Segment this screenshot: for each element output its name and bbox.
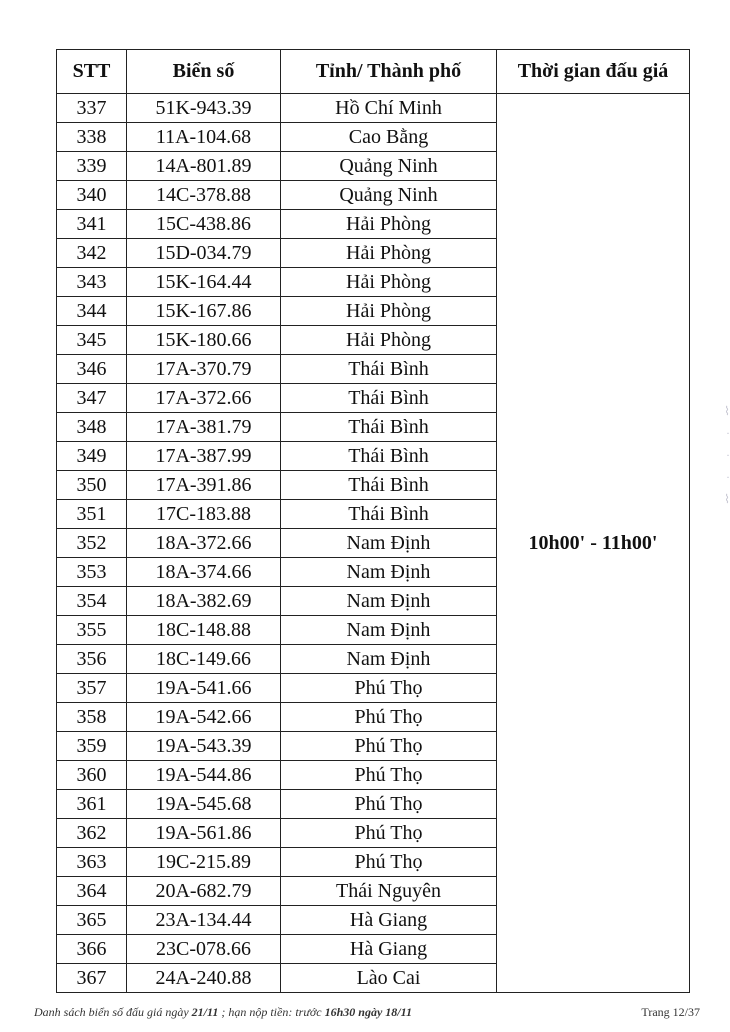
footer-deadline: 16h30 ngày 18/11 bbox=[324, 1005, 412, 1019]
cell-province: Thái Bình bbox=[281, 384, 497, 413]
cell-province: Quảng Ninh bbox=[281, 152, 497, 181]
cell-stt: 337 bbox=[57, 94, 127, 123]
cell-stt: 362 bbox=[57, 819, 127, 848]
cell-province: Phú Thọ bbox=[281, 703, 497, 732]
cell-province: Thái Bình bbox=[281, 500, 497, 529]
cell-province: Hồ Chí Minh bbox=[281, 94, 497, 123]
cell-plate-number: 23C-078.66 bbox=[127, 935, 281, 964]
page-number: Trang 12/37 bbox=[641, 1005, 700, 1019]
footer-note-middle: ; hạn nộp tiền: trước bbox=[218, 1005, 325, 1019]
cell-plate-number: 14A-801.89 bbox=[127, 152, 281, 181]
cell-plate-number: 18A-374.66 bbox=[127, 558, 281, 587]
cell-stt: 344 bbox=[57, 297, 127, 326]
cell-stt: 349 bbox=[57, 442, 127, 471]
table-header-row bbox=[57, 50, 690, 94]
table-body bbox=[57, 94, 690, 993]
cell-stt: 355 bbox=[57, 616, 127, 645]
cell-plate-number: 19A-542.66 bbox=[127, 703, 281, 732]
cell-province: Phú Thọ bbox=[281, 790, 497, 819]
cell-plate-number: 11A-104.68 bbox=[127, 123, 281, 152]
cell-stt: 340 bbox=[57, 181, 127, 210]
header-auction-time: Thời gian đấu giá bbox=[497, 50, 690, 94]
cell-plate-number: 19A-543.39 bbox=[127, 732, 281, 761]
cell-province: Phú Thọ bbox=[281, 819, 497, 848]
cell-plate-number: 19A-545.68 bbox=[127, 790, 281, 819]
cell-stt: 363 bbox=[57, 848, 127, 877]
cell-province: Thái Nguyên bbox=[281, 877, 497, 906]
cell-stt: 350 bbox=[57, 471, 127, 500]
cell-plate-number: 15C-438.86 bbox=[127, 210, 281, 239]
cell-province: Thái Bình bbox=[281, 355, 497, 384]
cell-province: Phú Thọ bbox=[281, 761, 497, 790]
cell-stt: 352 bbox=[57, 529, 127, 558]
cell-plate-number: 17A-381.79 bbox=[127, 413, 281, 442]
cell-plate-number: 23A-134.44 bbox=[127, 906, 281, 935]
cell-province: Phú Thọ bbox=[281, 732, 497, 761]
cell-stt: 357 bbox=[57, 674, 127, 703]
cell-province: Hải Phòng bbox=[281, 210, 497, 239]
cell-plate-number: 17C-183.88 bbox=[127, 500, 281, 529]
cell-stt: 367 bbox=[57, 964, 127, 993]
cell-stt: 366 bbox=[57, 935, 127, 964]
cell-auction-time: 10h00' - 11h00' bbox=[497, 94, 690, 993]
cell-stt: 342 bbox=[57, 239, 127, 268]
cell-plate-number: 19A-561.86 bbox=[127, 819, 281, 848]
cell-province: Hải Phòng bbox=[281, 326, 497, 355]
cell-stt: 347 bbox=[57, 384, 127, 413]
cell-province: Hải Phòng bbox=[281, 239, 497, 268]
cell-province: Lào Cai bbox=[281, 964, 497, 993]
cell-stt: 359 bbox=[57, 732, 127, 761]
cell-province: Hà Giang bbox=[281, 935, 497, 964]
cell-plate-number: 18C-148.88 bbox=[127, 616, 281, 645]
cell-province: Nam Định bbox=[281, 529, 497, 558]
cell-stt: 345 bbox=[57, 326, 127, 355]
cell-province: Nam Định bbox=[281, 616, 497, 645]
cell-stt: 339 bbox=[57, 152, 127, 181]
cell-stt: 354 bbox=[57, 587, 127, 616]
cell-plate-number: 17A-370.79 bbox=[127, 355, 281, 384]
cell-stt: 365 bbox=[57, 906, 127, 935]
cell-stt: 338 bbox=[57, 123, 127, 152]
header-province: Tỉnh/ Thành phố bbox=[281, 50, 497, 94]
cell-plate-number: 15K-164.44 bbox=[127, 268, 281, 297]
cell-plate-number: 18A-372.66 bbox=[127, 529, 281, 558]
header-plate-number: Biển số bbox=[127, 50, 281, 94]
auction-plates-table bbox=[56, 49, 690, 993]
cell-stt: 364 bbox=[57, 877, 127, 906]
footer-note bbox=[34, 1005, 412, 1020]
cell-plate-number: 18C-149.66 bbox=[127, 645, 281, 674]
cell-plate-number: 17A-387.99 bbox=[127, 442, 281, 471]
cell-province: Thái Bình bbox=[281, 442, 497, 471]
cell-plate-number: 19C-215.89 bbox=[127, 848, 281, 877]
cell-province: Quảng Ninh bbox=[281, 181, 497, 210]
cell-province: Phú Thọ bbox=[281, 848, 497, 877]
cell-province: Hải Phòng bbox=[281, 268, 497, 297]
cell-plate-number: 17A-391.86 bbox=[127, 471, 281, 500]
cell-stt: 360 bbox=[57, 761, 127, 790]
cell-plate-number: 18A-382.69 bbox=[127, 587, 281, 616]
cell-plate-number: 19A-541.66 bbox=[127, 674, 281, 703]
cell-stt: 341 bbox=[57, 210, 127, 239]
cell-province: Thái Bình bbox=[281, 471, 497, 500]
cell-plate-number: 19A-544.86 bbox=[127, 761, 281, 790]
cell-province: Thái Bình bbox=[281, 413, 497, 442]
cell-province: Nam Định bbox=[281, 645, 497, 674]
cell-stt: 346 bbox=[57, 355, 127, 384]
cell-stt: 348 bbox=[57, 413, 127, 442]
header-stt: STT bbox=[57, 50, 127, 94]
cell-stt: 361 bbox=[57, 790, 127, 819]
table-row bbox=[57, 94, 690, 123]
cell-plate-number: 20A-682.79 bbox=[127, 877, 281, 906]
cell-province: Phú Thọ bbox=[281, 674, 497, 703]
cell-stt: 356 bbox=[57, 645, 127, 674]
cell-plate-number: 15D-034.79 bbox=[127, 239, 281, 268]
cell-plate-number: 15K-167.86 bbox=[127, 297, 281, 326]
cell-province: Nam Định bbox=[281, 587, 497, 616]
cell-plate-number: 15K-180.66 bbox=[127, 326, 281, 355]
footer-auction-date: 21/11 bbox=[191, 1005, 219, 1019]
cell-stt: 343 bbox=[57, 268, 127, 297]
cell-province: Nam Định bbox=[281, 558, 497, 587]
cell-plate-number: 14C-378.88 bbox=[127, 181, 281, 210]
cell-plate-number: 24A-240.88 bbox=[127, 964, 281, 993]
cell-plate-number: 17A-372.66 bbox=[127, 384, 281, 413]
page-footer bbox=[34, 1005, 700, 1023]
cell-plate-number: 51K-943.39 bbox=[127, 94, 281, 123]
stamp-mark: ⌇ · · · ⌇ bbox=[724, 404, 730, 506]
cell-stt: 358 bbox=[57, 703, 127, 732]
footer-note-prefix: Danh sách biển số đấu giá ngày bbox=[34, 1005, 192, 1019]
cell-stt: 353 bbox=[57, 558, 127, 587]
cell-province: Hà Giang bbox=[281, 906, 497, 935]
cell-stt: 351 bbox=[57, 500, 127, 529]
cell-province: Hải Phòng bbox=[281, 297, 497, 326]
cell-province: Cao Bằng bbox=[281, 123, 497, 152]
